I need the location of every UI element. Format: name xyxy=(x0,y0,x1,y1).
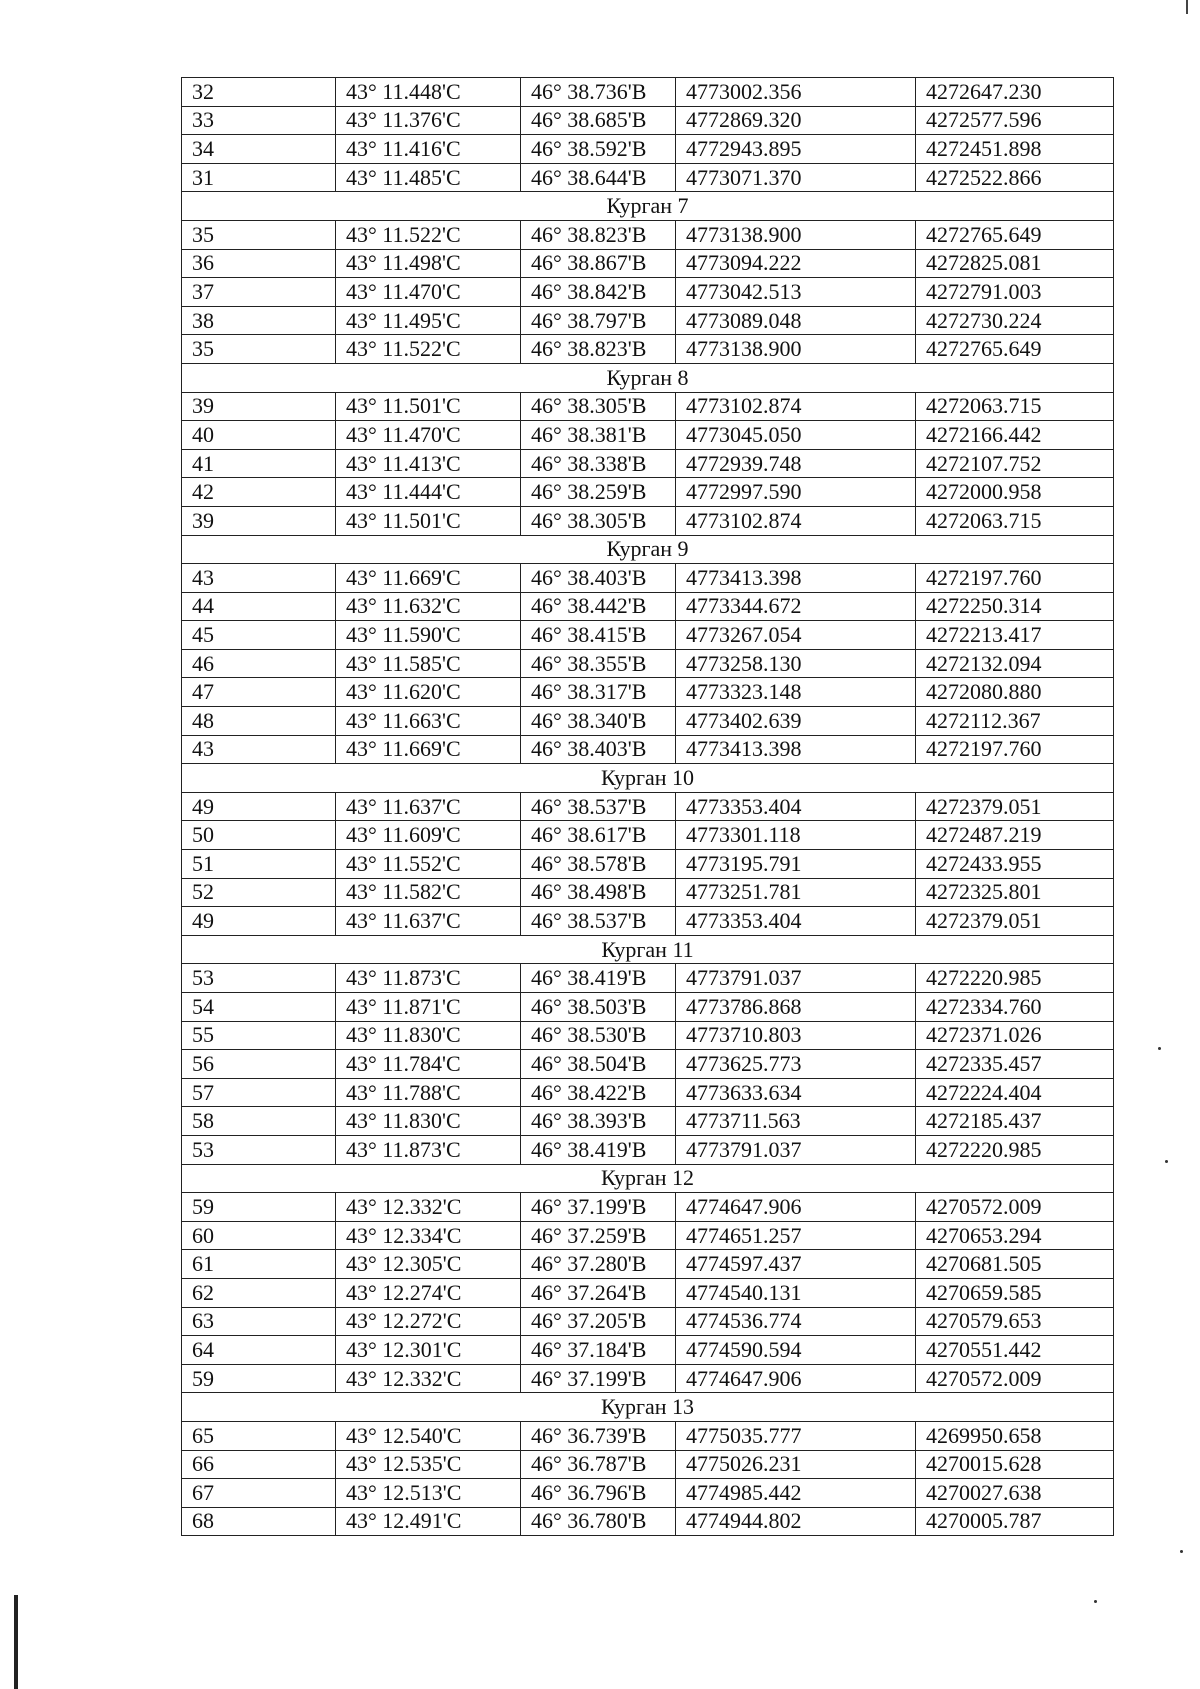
table-row xyxy=(182,421,1114,450)
longitude-cell: 46° 38.403'В xyxy=(521,735,676,764)
group-label: Курган 7 xyxy=(182,192,1114,221)
latitude-cell: 43° 12.301'С xyxy=(336,1336,521,1365)
x-coordinate-cell: 4773791.037 xyxy=(676,964,916,993)
group-header-row xyxy=(182,764,1114,793)
y-coordinate-cell: 4272000.958 xyxy=(916,478,1114,507)
point-number-cell: 53 xyxy=(182,964,336,993)
longitude-cell: 46° 38.415'В xyxy=(521,621,676,650)
scan-margin-bar xyxy=(14,1595,18,1689)
longitude-cell: 46° 38.685'В xyxy=(521,106,676,135)
point-number-cell: 43 xyxy=(182,735,336,764)
longitude-cell: 46° 38.340'В xyxy=(521,707,676,736)
latitude-cell: 43° 11.590'С xyxy=(336,621,521,650)
longitude-cell: 46° 38.537'В xyxy=(521,792,676,821)
y-coordinate-cell: 4272220.985 xyxy=(916,964,1114,993)
point-number-cell: 44 xyxy=(182,592,336,621)
longitude-cell: 46° 38.305'В xyxy=(521,392,676,421)
x-coordinate-cell: 4773323.148 xyxy=(676,678,916,707)
y-coordinate-cell: 4272185.437 xyxy=(916,1107,1114,1136)
y-coordinate-cell: 4272112.367 xyxy=(916,707,1114,736)
latitude-cell: 43° 11.830'С xyxy=(336,1021,521,1050)
y-coordinate-cell: 4272224.404 xyxy=(916,1078,1114,1107)
y-coordinate-cell: 4270579.653 xyxy=(916,1307,1114,1336)
longitude-cell: 46° 37.199'В xyxy=(521,1364,676,1393)
point-number-cell: 61 xyxy=(182,1250,336,1279)
x-coordinate-cell: 4773633.634 xyxy=(676,1078,916,1107)
latitude-cell: 43° 11.485'С xyxy=(336,163,521,192)
point-number-cell: 63 xyxy=(182,1307,336,1336)
x-coordinate-cell: 4773094.222 xyxy=(676,249,916,278)
point-number-cell: 66 xyxy=(182,1450,336,1479)
point-number-cell: 59 xyxy=(182,1193,336,1222)
latitude-cell: 43° 11.873'С xyxy=(336,1135,521,1164)
y-coordinate-cell: 4272730.224 xyxy=(916,306,1114,335)
y-coordinate-cell: 4272107.752 xyxy=(916,449,1114,478)
latitude-cell: 43° 11.637'С xyxy=(336,907,521,936)
table-row xyxy=(182,1336,1114,1365)
y-coordinate-cell: 4272522.866 xyxy=(916,163,1114,192)
latitude-cell: 43° 11.522'С xyxy=(336,220,521,249)
latitude-cell: 43° 11.582'С xyxy=(336,878,521,907)
group-label: Курган 10 xyxy=(182,764,1114,793)
table-row xyxy=(182,478,1114,507)
latitude-cell: 43° 11.620'С xyxy=(336,678,521,707)
longitude-cell: 46° 38.381'В xyxy=(521,421,676,450)
y-coordinate-cell: 4272063.715 xyxy=(916,392,1114,421)
y-coordinate-cell: 4272379.051 xyxy=(916,792,1114,821)
latitude-cell: 43° 11.784'С xyxy=(336,1050,521,1079)
point-number-cell: 45 xyxy=(182,621,336,650)
table-row xyxy=(182,592,1114,621)
x-coordinate-cell: 4773267.054 xyxy=(676,621,916,650)
y-coordinate-cell: 4272325.801 xyxy=(916,878,1114,907)
x-coordinate-cell: 4773353.404 xyxy=(676,792,916,821)
latitude-cell: 43° 12.535'С xyxy=(336,1450,521,1479)
x-coordinate-cell: 4773042.513 xyxy=(676,278,916,307)
latitude-cell: 43° 11.552'С xyxy=(336,850,521,879)
point-number-cell: 36 xyxy=(182,249,336,278)
scan-speck xyxy=(1094,1600,1097,1603)
y-coordinate-cell: 4272451.898 xyxy=(916,135,1114,164)
longitude-cell: 46° 38.259'В xyxy=(521,478,676,507)
latitude-cell: 43° 11.830'С xyxy=(336,1107,521,1136)
y-coordinate-cell: 4270015.628 xyxy=(916,1450,1114,1479)
latitude-cell: 43° 11.873'С xyxy=(336,964,521,993)
longitude-cell: 46° 37.264'В xyxy=(521,1278,676,1307)
y-coordinate-cell: 4272213.417 xyxy=(916,621,1114,650)
latitude-cell: 43° 11.501'С xyxy=(336,506,521,535)
table-row xyxy=(182,964,1114,993)
y-coordinate-cell: 4272063.715 xyxy=(916,506,1114,535)
latitude-cell: 43° 11.663'С xyxy=(336,707,521,736)
latitude-cell: 43° 11.448'С xyxy=(336,78,521,107)
point-number-cell: 35 xyxy=(182,335,336,364)
y-coordinate-cell: 4272487.219 xyxy=(916,821,1114,850)
table-row xyxy=(182,993,1114,1022)
longitude-cell: 46° 36.739'В xyxy=(521,1421,676,1450)
table-row xyxy=(182,1250,1114,1279)
x-coordinate-cell: 4775026.231 xyxy=(676,1450,916,1479)
x-coordinate-cell: 4773138.900 xyxy=(676,220,916,249)
y-coordinate-cell: 4272080.880 xyxy=(916,678,1114,707)
longitude-cell: 46° 38.498'В xyxy=(521,878,676,907)
point-number-cell: 49 xyxy=(182,907,336,936)
table-row xyxy=(182,1193,1114,1222)
latitude-cell: 43° 11.413'С xyxy=(336,449,521,478)
x-coordinate-cell: 4774540.131 xyxy=(676,1278,916,1307)
x-coordinate-cell: 4774944.802 xyxy=(676,1507,916,1536)
group-header-row xyxy=(182,535,1114,564)
longitude-cell: 46° 38.736'В xyxy=(521,78,676,107)
latitude-cell: 43° 11.669'С xyxy=(336,735,521,764)
latitude-cell: 43° 11.470'С xyxy=(336,278,521,307)
table-row xyxy=(182,392,1114,421)
x-coordinate-cell: 4772869.320 xyxy=(676,106,916,135)
point-number-cell: 52 xyxy=(182,878,336,907)
x-coordinate-cell: 4773089.048 xyxy=(676,306,916,335)
table-row xyxy=(182,306,1114,335)
group-header-row xyxy=(182,1393,1114,1422)
x-coordinate-cell: 4773353.404 xyxy=(676,907,916,936)
latitude-cell: 43° 12.491'С xyxy=(336,1507,521,1536)
latitude-cell: 43° 11.444'С xyxy=(336,478,521,507)
point-number-cell: 33 xyxy=(182,106,336,135)
y-coordinate-cell: 4272577.596 xyxy=(916,106,1114,135)
table-row xyxy=(182,907,1114,936)
group-header-row xyxy=(182,192,1114,221)
table-row xyxy=(182,1364,1114,1393)
point-number-cell: 39 xyxy=(182,392,336,421)
latitude-cell: 43° 11.788'С xyxy=(336,1078,521,1107)
y-coordinate-cell: 4272433.955 xyxy=(916,850,1114,879)
scan-edge-mark xyxy=(1186,0,1188,14)
point-number-cell: 39 xyxy=(182,506,336,535)
table-row xyxy=(182,649,1114,678)
longitude-cell: 46° 37.199'В xyxy=(521,1193,676,1222)
x-coordinate-cell: 4773402.639 xyxy=(676,707,916,736)
x-coordinate-cell: 4773102.874 xyxy=(676,392,916,421)
group-label: Курган 8 xyxy=(182,363,1114,392)
latitude-cell: 43° 12.334'С xyxy=(336,1221,521,1250)
y-coordinate-cell: 4272335.457 xyxy=(916,1050,1114,1079)
y-coordinate-cell: 4272197.760 xyxy=(916,735,1114,764)
x-coordinate-cell: 4773045.050 xyxy=(676,421,916,450)
x-coordinate-cell: 4773195.791 xyxy=(676,850,916,879)
x-coordinate-cell: 4773344.672 xyxy=(676,592,916,621)
table-row xyxy=(182,878,1114,907)
scan-speck xyxy=(1180,1550,1183,1553)
x-coordinate-cell: 4774647.906 xyxy=(676,1193,916,1222)
x-coordinate-cell: 4773138.900 xyxy=(676,335,916,364)
coordinates-table-body xyxy=(182,78,1114,1536)
longitude-cell: 46° 38.823'В xyxy=(521,335,676,364)
x-coordinate-cell: 4775035.777 xyxy=(676,1421,916,1450)
x-coordinate-cell: 4774590.594 xyxy=(676,1336,916,1365)
y-coordinate-cell: 4272220.985 xyxy=(916,1135,1114,1164)
longitude-cell: 46° 38.644'В xyxy=(521,163,676,192)
longitude-cell: 46° 37.280'В xyxy=(521,1250,676,1279)
longitude-cell: 46° 38.419'В xyxy=(521,1135,676,1164)
longitude-cell: 46° 37.205'В xyxy=(521,1307,676,1336)
latitude-cell: 43° 11.376'С xyxy=(336,106,521,135)
point-number-cell: 57 xyxy=(182,1078,336,1107)
point-number-cell: 40 xyxy=(182,421,336,450)
point-number-cell: 64 xyxy=(182,1336,336,1365)
table-row xyxy=(182,1278,1114,1307)
table-row xyxy=(182,1135,1114,1164)
scan-speck xyxy=(1158,1047,1161,1050)
y-coordinate-cell: 4272334.760 xyxy=(916,993,1114,1022)
x-coordinate-cell: 4773002.356 xyxy=(676,78,916,107)
point-number-cell: 47 xyxy=(182,678,336,707)
longitude-cell: 46° 38.403'В xyxy=(521,564,676,593)
longitude-cell: 46° 38.797'В xyxy=(521,306,676,335)
table-row xyxy=(182,1050,1114,1079)
latitude-cell: 43° 12.540'С xyxy=(336,1421,521,1450)
longitude-cell: 46° 38.823'В xyxy=(521,220,676,249)
table-row xyxy=(182,707,1114,736)
x-coordinate-cell: 4773258.130 xyxy=(676,649,916,678)
table-row xyxy=(182,564,1114,593)
x-coordinate-cell: 4773071.370 xyxy=(676,163,916,192)
longitude-cell: 46° 36.796'В xyxy=(521,1479,676,1508)
x-coordinate-cell: 4772997.590 xyxy=(676,478,916,507)
x-coordinate-cell: 4773625.773 xyxy=(676,1050,916,1079)
x-coordinate-cell: 4773413.398 xyxy=(676,564,916,593)
point-number-cell: 48 xyxy=(182,707,336,736)
point-number-cell: 59 xyxy=(182,1364,336,1393)
point-number-cell: 38 xyxy=(182,306,336,335)
longitude-cell: 46° 38.530'В xyxy=(521,1021,676,1050)
y-coordinate-cell: 4272765.649 xyxy=(916,220,1114,249)
latitude-cell: 43° 11.495'С xyxy=(336,306,521,335)
y-coordinate-cell: 4272371.026 xyxy=(916,1021,1114,1050)
point-number-cell: 31 xyxy=(182,163,336,192)
group-header-row xyxy=(182,363,1114,392)
point-number-cell: 54 xyxy=(182,993,336,1022)
x-coordinate-cell: 4773251.781 xyxy=(676,878,916,907)
table-row xyxy=(182,1479,1114,1508)
table-row xyxy=(182,163,1114,192)
y-coordinate-cell: 4272166.442 xyxy=(916,421,1114,450)
y-coordinate-cell: 4270659.585 xyxy=(916,1278,1114,1307)
point-number-cell: 58 xyxy=(182,1107,336,1136)
group-label: Курган 11 xyxy=(182,935,1114,964)
longitude-cell: 46° 38.317'В xyxy=(521,678,676,707)
longitude-cell: 46° 38.592'В xyxy=(521,135,676,164)
longitude-cell: 46° 38.338'В xyxy=(521,449,676,478)
table-row xyxy=(182,506,1114,535)
latitude-cell: 43° 12.332'С xyxy=(336,1193,521,1222)
table-row xyxy=(182,792,1114,821)
latitude-cell: 43° 11.669'С xyxy=(336,564,521,593)
longitude-cell: 46° 38.355'В xyxy=(521,649,676,678)
latitude-cell: 43° 11.416'С xyxy=(336,135,521,164)
point-number-cell: 42 xyxy=(182,478,336,507)
point-number-cell: 35 xyxy=(182,220,336,249)
table-row xyxy=(182,335,1114,364)
table-row xyxy=(182,135,1114,164)
point-number-cell: 55 xyxy=(182,1021,336,1050)
longitude-cell: 46° 38.393'В xyxy=(521,1107,676,1136)
x-coordinate-cell: 4773786.868 xyxy=(676,993,916,1022)
point-number-cell: 32 xyxy=(182,78,336,107)
x-coordinate-cell: 4773791.037 xyxy=(676,1135,916,1164)
table-row xyxy=(182,850,1114,879)
point-number-cell: 41 xyxy=(182,449,336,478)
table-row xyxy=(182,678,1114,707)
x-coordinate-cell: 4772943.895 xyxy=(676,135,916,164)
coordinates-table xyxy=(181,77,1114,1536)
latitude-cell: 43° 12.332'С xyxy=(336,1364,521,1393)
latitude-cell: 43° 12.274'С xyxy=(336,1278,521,1307)
latitude-cell: 43° 11.585'С xyxy=(336,649,521,678)
point-number-cell: 46 xyxy=(182,649,336,678)
table-row xyxy=(182,106,1114,135)
y-coordinate-cell: 4270653.294 xyxy=(916,1221,1114,1250)
longitude-cell: 46° 38.578'В xyxy=(521,850,676,879)
latitude-cell: 43° 11.632'С xyxy=(336,592,521,621)
group-label: Курган 13 xyxy=(182,1393,1114,1422)
y-coordinate-cell: 4270027.638 xyxy=(916,1479,1114,1508)
point-number-cell: 43 xyxy=(182,564,336,593)
x-coordinate-cell: 4774651.257 xyxy=(676,1221,916,1250)
latitude-cell: 43° 11.470'С xyxy=(336,421,521,450)
longitude-cell: 46° 38.419'В xyxy=(521,964,676,993)
y-coordinate-cell: 4272379.051 xyxy=(916,907,1114,936)
group-header-row xyxy=(182,935,1114,964)
table-row xyxy=(182,278,1114,307)
y-coordinate-cell: 4270681.505 xyxy=(916,1250,1114,1279)
latitude-cell: 43° 11.501'С xyxy=(336,392,521,421)
group-header-row xyxy=(182,1164,1114,1193)
longitude-cell: 46° 36.780'В xyxy=(521,1507,676,1536)
x-coordinate-cell: 4774536.774 xyxy=(676,1307,916,1336)
table-row xyxy=(182,220,1114,249)
table-row xyxy=(182,78,1114,107)
y-coordinate-cell: 4270551.442 xyxy=(916,1336,1114,1365)
y-coordinate-cell: 4270005.787 xyxy=(916,1507,1114,1536)
table-row xyxy=(182,621,1114,650)
point-number-cell: 49 xyxy=(182,792,336,821)
latitude-cell: 43° 11.609'С xyxy=(336,821,521,850)
latitude-cell: 43° 11.498'С xyxy=(336,249,521,278)
y-coordinate-cell: 4272250.314 xyxy=(916,592,1114,621)
y-coordinate-cell: 4270572.009 xyxy=(916,1364,1114,1393)
table-row xyxy=(182,735,1114,764)
group-label: Курган 12 xyxy=(182,1164,1114,1193)
longitude-cell: 46° 38.305'В xyxy=(521,506,676,535)
point-number-cell: 62 xyxy=(182,1278,336,1307)
table-row xyxy=(182,1450,1114,1479)
latitude-cell: 43° 12.305'С xyxy=(336,1250,521,1279)
y-coordinate-cell: 4272765.649 xyxy=(916,335,1114,364)
x-coordinate-cell: 4773710.803 xyxy=(676,1021,916,1050)
point-number-cell: 53 xyxy=(182,1135,336,1164)
table-row xyxy=(182,1221,1114,1250)
x-coordinate-cell: 4772939.748 xyxy=(676,449,916,478)
point-number-cell: 51 xyxy=(182,850,336,879)
table-row xyxy=(182,1107,1114,1136)
y-coordinate-cell: 4272197.760 xyxy=(916,564,1114,593)
longitude-cell: 46° 38.442'В xyxy=(521,592,676,621)
latitude-cell: 43° 12.272'С xyxy=(336,1307,521,1336)
point-number-cell: 37 xyxy=(182,278,336,307)
longitude-cell: 46° 38.537'В xyxy=(521,907,676,936)
point-number-cell: 65 xyxy=(182,1421,336,1450)
latitude-cell: 43° 11.871'С xyxy=(336,993,521,1022)
x-coordinate-cell: 4773711.563 xyxy=(676,1107,916,1136)
x-coordinate-cell: 4774985.442 xyxy=(676,1479,916,1508)
point-number-cell: 56 xyxy=(182,1050,336,1079)
longitude-cell: 46° 38.504'В xyxy=(521,1050,676,1079)
longitude-cell: 46° 37.259'В xyxy=(521,1221,676,1250)
y-coordinate-cell: 4272647.230 xyxy=(916,78,1114,107)
x-coordinate-cell: 4774597.437 xyxy=(676,1250,916,1279)
scan-speck xyxy=(1165,1160,1168,1163)
point-number-cell: 60 xyxy=(182,1221,336,1250)
y-coordinate-cell: 4269950.658 xyxy=(916,1421,1114,1450)
table-row xyxy=(182,1421,1114,1450)
longitude-cell: 46° 38.867'В xyxy=(521,249,676,278)
point-number-cell: 67 xyxy=(182,1479,336,1508)
table-row xyxy=(182,249,1114,278)
point-number-cell: 68 xyxy=(182,1507,336,1536)
longitude-cell: 46° 38.422'В xyxy=(521,1078,676,1107)
table-row xyxy=(182,1078,1114,1107)
point-number-cell: 50 xyxy=(182,821,336,850)
longitude-cell: 46° 36.787'В xyxy=(521,1450,676,1479)
y-coordinate-cell: 4272825.081 xyxy=(916,249,1114,278)
x-coordinate-cell: 4774647.906 xyxy=(676,1364,916,1393)
table-row xyxy=(182,821,1114,850)
table-row xyxy=(182,449,1114,478)
latitude-cell: 43° 12.513'С xyxy=(336,1479,521,1508)
table-row xyxy=(182,1021,1114,1050)
table-row xyxy=(182,1507,1114,1536)
x-coordinate-cell: 4773102.874 xyxy=(676,506,916,535)
longitude-cell: 46° 37.184'В xyxy=(521,1336,676,1365)
latitude-cell: 43° 11.522'С xyxy=(336,335,521,364)
table-row xyxy=(182,1307,1114,1336)
x-coordinate-cell: 4773413.398 xyxy=(676,735,916,764)
latitude-cell: 43° 11.637'С xyxy=(336,792,521,821)
group-label: Курган 9 xyxy=(182,535,1114,564)
y-coordinate-cell: 4270572.009 xyxy=(916,1193,1114,1222)
y-coordinate-cell: 4272791.003 xyxy=(916,278,1114,307)
x-coordinate-cell: 4773301.118 xyxy=(676,821,916,850)
point-number-cell: 34 xyxy=(182,135,336,164)
longitude-cell: 46° 38.617'В xyxy=(521,821,676,850)
y-coordinate-cell: 4272132.094 xyxy=(916,649,1114,678)
longitude-cell: 46° 38.842'В xyxy=(521,278,676,307)
longitude-cell: 46° 38.503'В xyxy=(521,993,676,1022)
